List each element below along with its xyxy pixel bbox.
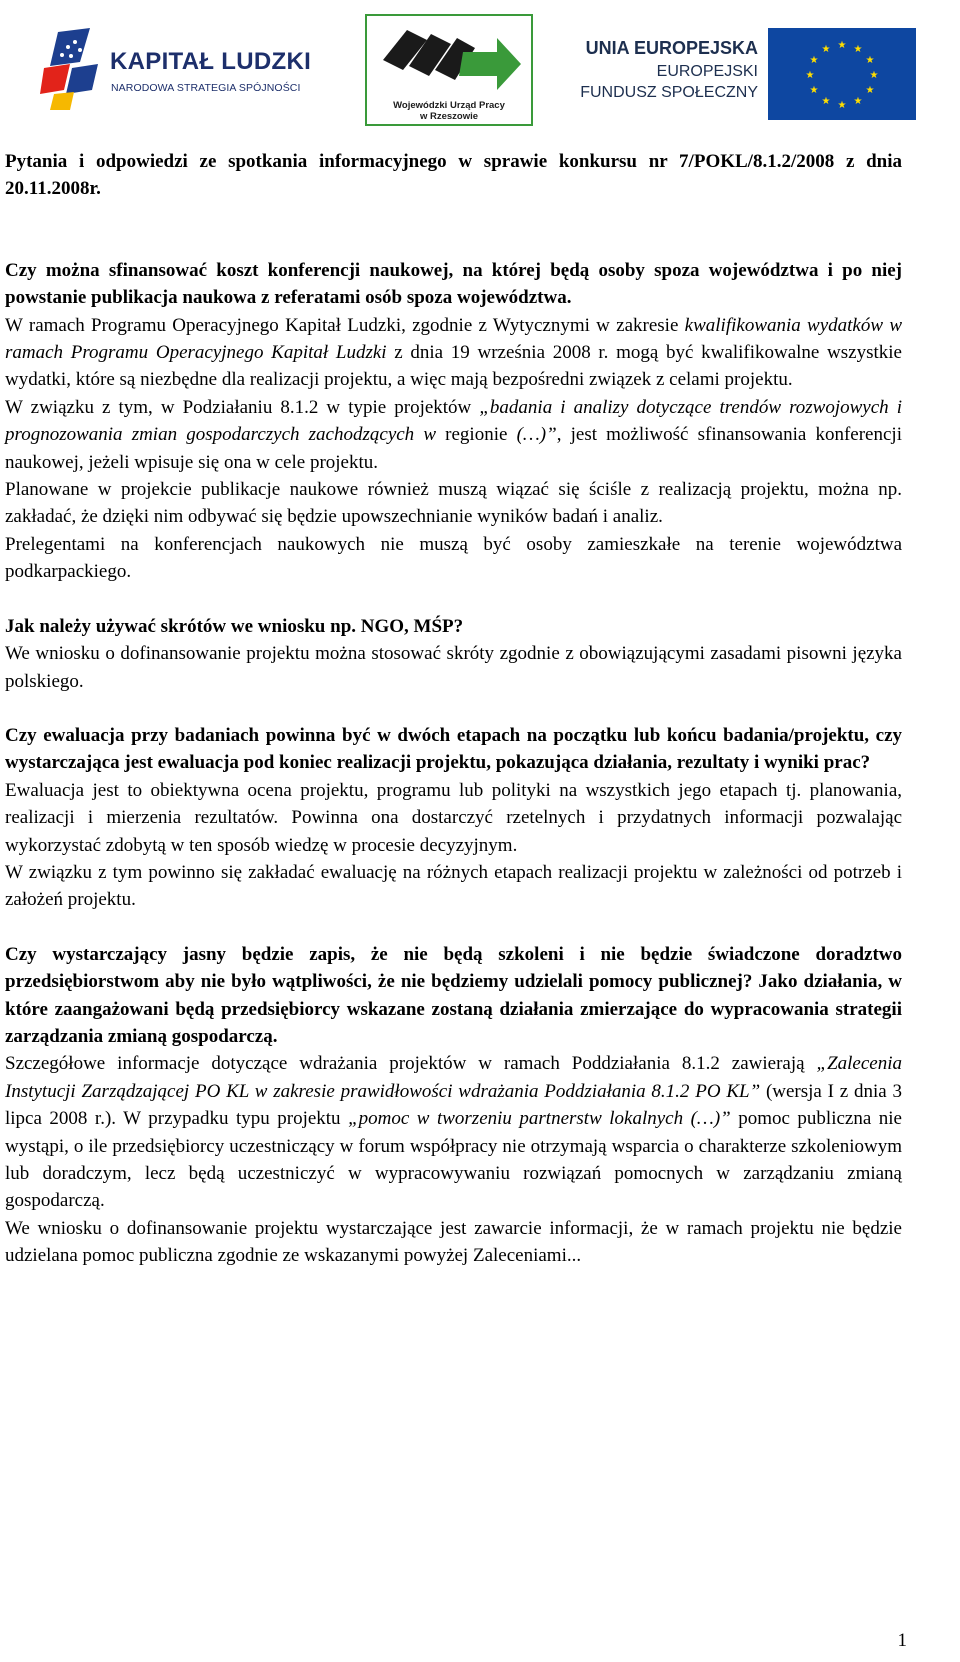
question-2: Jak należy używać skrótów we wniosku np. NGO, MŚP? — [5, 615, 464, 637]
kapital-ludzki-title: KAPITAŁ LUDZKI — [110, 48, 312, 75]
question-4: Czy wystarczający jasny będzie zapis, że nie będą szkoleni i nie będzie świadczone doradztwo przedsiębiorstwom aby nie było wątpliwości, że nie będziemy udzielali pomocy publicznej? Jako działania, w które zaangażowani będą przedsiębiorcy wskazane zostaną działania zmierzające do wypracowania strategii zarządzania zmianą gospodarczą. — [5, 943, 902, 1047]
header-logos — [0, 0, 960, 140]
svg-text:★: ★ — [869, 70, 879, 81]
svg-text:★: ★ — [837, 40, 847, 51]
eu-line1: UNIA EUROPEJSKA — [585, 38, 758, 58]
guidelines-title: kwalifikowania wydatków w ramach Programu Operacyjnego Kapitał Ludzki — [5, 314, 902, 364]
kapital-ludzki-emblem-icon — [40, 28, 104, 110]
svg-text:★: ★ — [821, 96, 831, 107]
answer-3-paragraph-1: Ewaluacja jest to obiektywna ocena projektu, programu lub polityki na wszystkich jego etapach tj. planowania, realizacji i mierzenia rezultatów. Powinna ona dostarczyć rzetelnych i przydatnych informacji pozwalając wykorzystać zdobytą w ten sposób wiedzę w procesie decyzyjnym. — [5, 779, 902, 856]
project-type-quote-2: „pomoc w tworzeniu partnerstw lokalnych (…)” — [348, 1108, 731, 1130]
answer-1-paragraph-4: Prelegentami na konferencjach naukowych nie muszą być osoby zamieszkałe na terenie województwa podkarpackiego. — [5, 533, 902, 583]
answer-1-paragraph-2: W związku z tym, w Podziałaniu 8.1.2 w typie projektów „badania i analizy dotyczące trendów rozwojowych i prognozowania zmian gospodarczych zachodzących w regionie (…)”, jest możliwość sfinansowania konferencji naukowej, jeżeli wpisuje się ona w cele projektu. — [5, 396, 903, 473]
project-type-quote: „badania i analizy dotyczące trendów rozwojowych i prognozowania zmian gospodarczych zachodzących w — [5, 396, 903, 446]
svg-text:★: ★ — [865, 85, 875, 96]
page-number: 1 — [897, 1630, 907, 1651]
svg-text:★: ★ — [837, 100, 847, 111]
answer-1-paragraph-1: W ramach Programu Operacyjnego Kapitał Ludzki, zgodnie z Wytycznymi w zakresie kwalifikowania wydatków w ramach Programu Operacyjnego Kapitał Ludzki z dnia 19 września 2008 r. mogą być kwalifikowalne wszystkie wydatki, które są niezbędne dla realizacji projektu, a więc mają bezpośredni związek z celami projektu. — [5, 314, 902, 391]
kapital-ludzki-logo — [40, 28, 312, 118]
document-body — [5, 148, 902, 1270]
wup-logo — [365, 14, 533, 126]
wup-emblem-icon — [375, 22, 525, 98]
document-title: Pytania i odpowiedzi ze spotkania informacyjnego w sprawie konkursu nr 7/POKL/8.1.2/2008 z dnia 20.11.2008r. — [5, 151, 902, 200]
svg-text:★: ★ — [809, 55, 819, 66]
answer-3-paragraph-2: W związku z tym powinno się zakładać ewaluację na różnych etapach realizacji projektu w zależności od potrzeb i założeń projektu. — [5, 861, 902, 911]
wup-name-line1: Wojewódzki Urząd Pracy — [393, 100, 505, 111]
recommendations-title: „Zalecenia Instytucji Zarządzającej PO KL w zakresie prawidłowości wdrażania Poddziałania 8.1.2 PO KL” — [5, 1053, 902, 1102]
svg-text:★: ★ — [853, 96, 863, 107]
kapital-ludzki-subtitle: NARODOWA STRATEGIA SPÓJNOŚCI — [111, 82, 301, 94]
answer-4-paragraph-1: Szczegółowe informacje dotyczące wdrażania projektów w ramach Poddziałania 8.1.2 zawierają „Zalecenia Instytucji Zarządzającej PO KL w zakresie prawidłowości wdrażania Poddziałania 8.1.2 PO KL” (wersja I z dnia 3 lipca 2008 r.). W przypadku typu projektu „pomoc w tworzeniu partnerstw lokalnych (…)” pomoc publiczna nie wystąpi, o ile przedsiębiorcy uczestniczący w forum współpracy nie otrzymają wsparcia o charakterze szkoleniowym lub doradczym, lecz będą uczestniczyć w wypracowywaniu rozwiązań pomocnych w zarządzaniu zmianą gospodarczą. — [5, 1053, 902, 1212]
answer-1-paragraph-3: Planowane w projekcie publikacje naukowe również muszą wiązać się ściśle z realizacją projektu, można np. zakładać, że dzięki nim odbywać się będzie upowszechnianie wyników badań i analiz. — [5, 479, 902, 528]
eu-flag-icon — [768, 28, 916, 120]
svg-text:★: ★ — [809, 85, 819, 96]
wup-name-line2: w Rzeszowie — [419, 111, 479, 122]
eu-efs-logo — [558, 20, 930, 120]
question-1: Czy można sfinansować koszt konferencji naukowej, na której będą osoby spoza województwa i po niej powstanie publikacja naukowa z referatami osób spoza województwa. — [5, 259, 902, 309]
svg-text:★: ★ — [865, 55, 875, 66]
question-3: Czy ewaluacja przy badaniach powinna być w dwóch etapach na początku lub końcu badania/projektu, czy wystarczająca jest ewaluacja pod koniec realizacji projektu, pokazująca działania, rezultaty i wyniki prac? — [5, 724, 902, 774]
answer-2-paragraph-1: We wniosku o dofinansowanie projektu można stosować skróty zgodnie z obowiązującymi zasadami pisowni języka polskiego. — [5, 643, 902, 692]
svg-text:★: ★ — [821, 44, 831, 55]
eu-line2: EUROPEJSKI — [656, 63, 758, 80]
answer-4-paragraph-2: We wniosku o dofinansowanie projektu wystarczające jest zawarcie informacji, że w ramach projektu nie będzie udzielana pomoc publiczna zgodnie ze wskazanymi powyżej Zaleceniami... — [5, 1217, 902, 1267]
eu-line3: FUNDUSZ SPOŁECZNY — [580, 84, 758, 101]
svg-text:★: ★ — [805, 70, 815, 81]
svg-text:★: ★ — [853, 44, 863, 55]
